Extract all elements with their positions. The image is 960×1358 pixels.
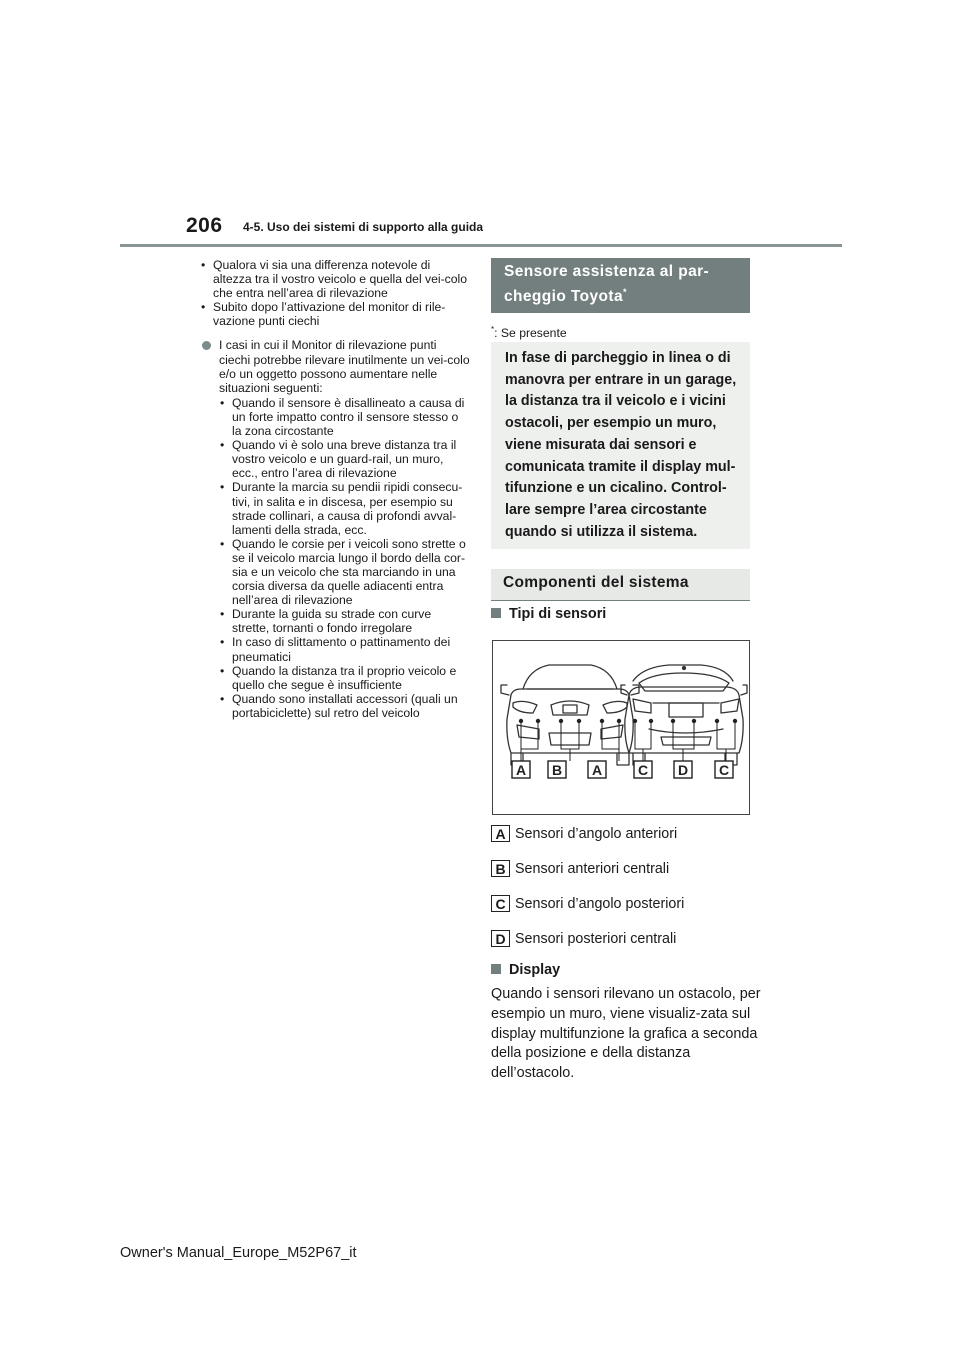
legend-key: B <box>491 860 510 877</box>
legend-item <box>491 930 676 947</box>
square-bullet-icon <box>491 608 501 618</box>
display-description: Quando i sensori rilevano un ostacolo, per esempio un muro, viene visualiz-zata sul display multifunzione la grafica a seconda della posizione e della distanza dell’ostacolo. <box>491 986 761 1082</box>
legend-item <box>491 895 684 912</box>
figure-label: B <box>551 762 563 778</box>
sensor-diagram <box>492 640 750 815</box>
figure-label: C <box>718 762 730 778</box>
bullet-item: • Qualora vi sia una differenza notevole di altezza tra il vostro veicolo e quella del vei-colo che entra nell’area di rilevazione <box>200 258 470 300</box>
page-number: 206 <box>186 214 223 237</box>
legend-item <box>491 860 669 877</box>
bullet-item: • In caso di slittamento o pattinamento dei pneumatici <box>219 635 470 663</box>
legend-key: C <box>491 895 510 912</box>
intro-text: In fase di parcheggio in linea o di manovra per entrare in un garage, la distanza tra il veicolo e i vicini ostacoli, per esempio un muro, viene misurata dai sensori e comunicata tramite il display mul-tifunzione e un cicalino. Control-lare sempre l’area circostante quando si utilizza il sistema. <box>505 350 737 540</box>
header-rule <box>120 244 842 247</box>
bullet-item: • Quando il sensore è disallineato a causa di un forte impatto contro il sensore stesso o la zona circostante <box>219 396 470 438</box>
left-column <box>200 258 470 720</box>
car-illustration <box>493 641 749 814</box>
feature-title-line1: Sensore assistenza al par- <box>504 263 710 280</box>
footer-manual-id: Owner's Manual_Europe_M52P67_it <box>120 1245 357 1261</box>
bullet-item: • Durante la marcia su pendii ripidi consecu-tivi, in salita e in discesa, per esempio su strade collinari, a causa di profondi avval-lamenti della strada, ecc. <box>219 480 470 536</box>
legend-key: D <box>491 930 510 947</box>
bullet-item: • Durante la guida su strade con curve strette, tornanti o fondo irregolare <box>219 607 470 635</box>
bullet-item: • Subito dopo l’attivazione del monitor di rile-vazione punti ciechi <box>200 300 470 328</box>
legend-item <box>491 825 677 842</box>
legend-text: Sensori anteriori centrali <box>515 860 670 877</box>
feature-title-box <box>491 258 750 313</box>
sensor-types-heading: Tipi di sensori <box>491 606 606 622</box>
components-heading: Componenti del sistema <box>503 574 689 591</box>
bullet-item: • Quando le corsie per i veicoli sono strette o se il veicolo marcia lungo il bordo della cor-sia e un veicolo che sta marciando in una corsia diversa da quelle adiacenti entra nell’area di rilevazione <box>219 537 470 607</box>
figure-label: A <box>515 762 527 778</box>
front-car-body <box>507 689 633 753</box>
bullet-item: • Quando vi è solo una breve distanza tra il vostro veicolo e un guard-rail, un muro, ecc., entro l’area di rilevazione <box>219 438 470 480</box>
footnote: *: Se presente <box>491 325 567 341</box>
display-heading: Display <box>491 962 560 978</box>
figure-label: A <box>591 762 603 778</box>
legend-key: A <box>491 825 510 842</box>
figure-label: D <box>677 762 689 778</box>
bullet-item: • Quando sono installati accessori (quali un portabiciclette) sul retro del veicolo <box>219 692 470 720</box>
intro-box <box>491 342 750 549</box>
legend-text: Sensori d’angolo anteriori <box>515 825 678 842</box>
figure-label: C <box>637 762 649 778</box>
legend-text: Sensori posteriori centrali <box>515 930 677 947</box>
front-car-roof <box>523 665 617 689</box>
bullet-item: • Quando la distanza tra il proprio veicolo e quello che segue è insufficiente <box>219 664 470 692</box>
title-asterisk: * <box>622 287 627 297</box>
section-title: 4-5. Uso dei sistemi di supporto alla guida <box>243 220 484 234</box>
feature-title-line2: cheggio Toyota* <box>504 287 627 306</box>
square-bullet-icon <box>491 964 501 974</box>
legend-text: Sensori d’angolo posteriori <box>515 895 685 912</box>
components-heading-box <box>491 569 750 601</box>
rear-car-body <box>625 687 743 753</box>
circle-list-item: I casi in cui il Monitor di rilevazione punti ciechi potrebbe rilevare inutilmente un vei-colo e/o un oggetto possono aumentare nelle situazioni seguenti: <box>200 338 470 394</box>
